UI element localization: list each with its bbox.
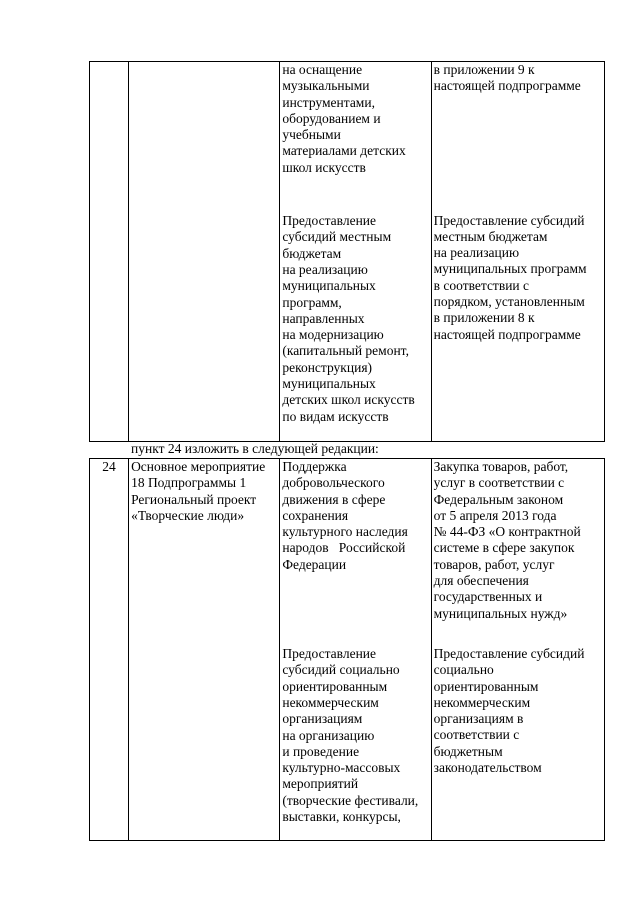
text-line: оборудованием и <box>282 110 381 126</box>
text-line: реконструкция) <box>282 359 373 375</box>
text-line: № 44-ФЗ «О контрактной <box>433 524 581 540</box>
text-line: ориентированным <box>433 678 539 694</box>
mechanism-block <box>434 646 604 776</box>
amendment-note: пункт 24 изложить в следующей редакции: <box>131 441 379 456</box>
text-line: школ искусств <box>282 159 366 175</box>
cell-number: 24 <box>90 459 129 841</box>
text-line: Федеральным законом <box>433 491 564 507</box>
text-line: Основное мероприятие <box>131 459 266 474</box>
text-line: культурного наследия <box>282 524 408 540</box>
text-line: организациям <box>282 711 363 727</box>
text-line: настоящей подпрограмме <box>433 326 581 342</box>
text-line: услуг в соответствии с <box>433 475 565 491</box>
text-line: народов Российской <box>282 540 406 556</box>
text-line: культурно-массовых <box>282 760 401 776</box>
text-line: Предоставление субсидий <box>433 645 585 661</box>
text-line: субсидий местным <box>282 229 392 245</box>
text-line: товаров, работ, услуг <box>433 556 555 572</box>
text-line: мероприятий <box>282 776 359 792</box>
text-line: на модернизацию <box>282 327 384 343</box>
activity-block <box>282 213 430 425</box>
text-line: сохранения <box>282 507 349 523</box>
activity-block <box>282 62 430 176</box>
text-line: муниципальных <box>282 278 376 294</box>
text-line: добровольческого <box>282 475 385 491</box>
table-row <box>90 62 605 442</box>
text-line: инструментами, <box>282 94 375 110</box>
text-line: организациям в <box>433 711 524 727</box>
text-line: музыкальными <box>282 78 370 94</box>
text-line: законодательством <box>433 760 542 776</box>
cell-mechanism <box>431 62 604 442</box>
cell-activity <box>280 62 431 442</box>
text-line: Предоставление <box>282 646 377 662</box>
text-line: для обеспечения <box>433 573 529 589</box>
mechanism-block <box>434 213 604 343</box>
text-line: Предоставление <box>282 213 377 229</box>
text-line: ориентированным <box>282 678 388 694</box>
text-line: Поддержка <box>282 459 347 474</box>
text-line: на оснащение <box>282 62 363 77</box>
text-line: соответствии с <box>433 727 520 743</box>
table-row <box>90 459 605 841</box>
text-line: материалами детских <box>282 143 406 159</box>
text-line: муниципальных нужд» <box>433 605 568 621</box>
cell-activity <box>280 459 431 841</box>
text-line: Предоставление субсидий <box>433 212 585 228</box>
text-line: на организацию <box>282 727 375 743</box>
table-continuation <box>89 61 605 442</box>
text-line: социально <box>433 662 494 678</box>
text-line: на реализацию <box>433 245 520 261</box>
text-line: Федерации <box>282 556 347 572</box>
text-line: субсидий социально <box>282 662 400 678</box>
text-line: на реализацию <box>282 261 368 277</box>
text-line: местным бюджетам <box>433 228 548 244</box>
activity-block <box>282 646 430 825</box>
activity-block <box>282 459 430 573</box>
text-line: некоммерческим <box>433 694 531 710</box>
text-line: в приложении 8 к <box>433 310 535 326</box>
text-line: Региональный проект <box>131 491 257 507</box>
cell-event <box>129 62 280 442</box>
text-line: «Творческие люди» <box>131 507 245 523</box>
text-line: порядком, установленным <box>433 294 585 310</box>
text-line: 18 Подпрограммы 1 <box>131 475 247 491</box>
text-line: бюджетным <box>433 743 503 759</box>
text-line: учебными <box>282 127 341 143</box>
text-line: государственных и <box>433 589 543 605</box>
text-line: (творческие фестивали, <box>282 792 419 808</box>
text-line: Закупка товаров, работ, <box>433 459 569 474</box>
text-line: бюджетам <box>282 245 342 261</box>
text-line: и проведение <box>282 743 360 759</box>
text-line: в приложении 9 к <box>433 62 535 77</box>
text-line: муниципальных <box>282 376 376 392</box>
mechanism-block <box>434 459 604 622</box>
text-line: детских школ искусств <box>282 392 415 408</box>
text-line: системе в сфере закупок <box>433 540 575 556</box>
cell-mechanism <box>431 459 604 841</box>
text-line: в соответствии с <box>433 277 530 293</box>
text-line: движения в сфере <box>282 491 386 507</box>
text-line: муниципальных программ <box>433 261 587 277</box>
text-line: (капитальный ремонт, <box>282 343 409 359</box>
text-line: программ, <box>282 294 342 310</box>
text-line: по видам искусств <box>282 408 389 424</box>
text-line: выставки, конкурсы, <box>282 809 401 825</box>
cell-event <box>129 459 280 841</box>
text-line: настоящей подпрограмме <box>433 78 581 94</box>
cell-number <box>90 62 129 442</box>
text-line: направленных <box>282 310 365 326</box>
mechanism-block <box>434 62 604 95</box>
table-item-24 <box>89 458 605 841</box>
text-line: некоммерческим <box>282 694 379 710</box>
text-line: от 5 апреля 2013 года <box>433 507 557 523</box>
